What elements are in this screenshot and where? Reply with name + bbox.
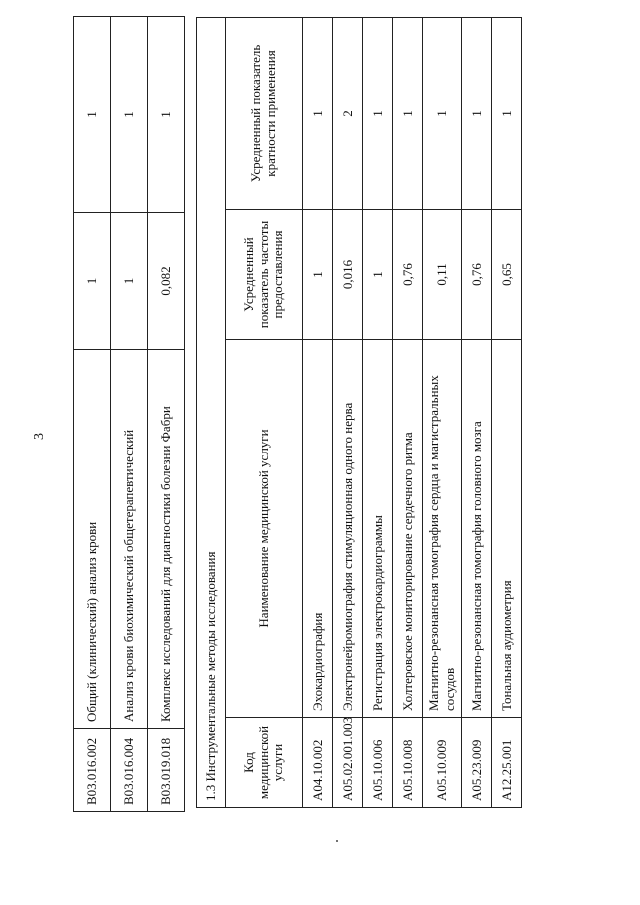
service-code: A05.02.001.003 bbox=[333, 718, 363, 808]
table-row bbox=[333, 17, 363, 807]
service-code: B03.016.002 bbox=[74, 729, 111, 812]
service-code: A05.23.009 bbox=[462, 718, 492, 808]
frequency-value: 1 bbox=[111, 213, 148, 350]
header-name: Наименование медицинской услуги bbox=[226, 340, 303, 718]
header-code: Код медицинской услуги bbox=[226, 718, 303, 808]
table-row bbox=[492, 17, 522, 807]
multiplicity-value: 1 bbox=[148, 17, 185, 213]
section-title-row bbox=[197, 17, 226, 807]
service-name: Комплекс исследований для диагностики болезни Фабри bbox=[148, 350, 185, 729]
header-frequency: Усредненный показатель частоты предоставления bbox=[226, 210, 303, 340]
service-name: Эхокардиография bbox=[303, 340, 333, 718]
frequency-value: 0,65 bbox=[492, 210, 522, 340]
service-name: Электронейромиография стимуляционная одного нерва bbox=[333, 340, 363, 718]
service-code: A04.10.002 bbox=[303, 718, 333, 808]
table-row bbox=[393, 17, 423, 807]
service-name: Общий (клинический) анализ крови bbox=[74, 350, 111, 729]
page-number: 3 bbox=[32, 433, 47, 440]
service-name: Анализ крови биохимический общетерапевтический bbox=[111, 350, 148, 729]
multiplicity-value: 1 bbox=[492, 17, 522, 209]
multiplicity-value: 2 bbox=[333, 17, 363, 209]
frequency-value: 1 bbox=[363, 210, 393, 340]
table-row bbox=[423, 17, 462, 807]
service-name: Магнитно-резонансная томография сердца и магистральных сосудов bbox=[423, 340, 462, 718]
table-row bbox=[303, 17, 333, 807]
frequency-value: 0,76 bbox=[462, 210, 492, 340]
table-row bbox=[74, 17, 111, 812]
table-row bbox=[111, 17, 148, 812]
multiplicity-value: 1 bbox=[462, 17, 492, 209]
frequency-value: 1 bbox=[74, 213, 111, 350]
header-multiplicity: Усредненный показатель кратности применения bbox=[226, 17, 303, 209]
frequency-value: 0,082 bbox=[148, 213, 185, 350]
frequency-value: 0,11 bbox=[423, 210, 462, 340]
multiplicity-value: 1 bbox=[303, 17, 333, 209]
multiplicity-value: 1 bbox=[111, 17, 148, 213]
service-code: B03.019.018 bbox=[148, 729, 185, 812]
service-name: Магнитно-резонансная томография головного мозга bbox=[462, 340, 492, 718]
frequency-value: 0,76 bbox=[393, 210, 423, 340]
service-code: A05.10.008 bbox=[393, 718, 423, 808]
table-header-row bbox=[226, 17, 303, 807]
scan-speck bbox=[336, 840, 338, 842]
service-code: A12.25.001 bbox=[492, 718, 522, 808]
services-table-instrumental bbox=[196, 17, 522, 808]
service-code: A05.10.009 bbox=[423, 718, 462, 808]
frequency-value: 0,016 bbox=[333, 210, 363, 340]
multiplicity-value: 1 bbox=[363, 17, 393, 209]
service-name: Тональная аудиометрия bbox=[492, 340, 522, 718]
service-code: B03.016.004 bbox=[111, 729, 148, 812]
service-name: Регистрация электрокардиограммы bbox=[363, 340, 393, 718]
services-table-lab bbox=[73, 16, 185, 812]
multiplicity-value: 1 bbox=[393, 17, 423, 209]
service-code: A05.10.006 bbox=[363, 718, 393, 808]
multiplicity-value: 1 bbox=[74, 17, 111, 213]
table-row bbox=[462, 17, 492, 807]
service-name: Холтеровское мониторирование сердечного ритма bbox=[393, 340, 423, 718]
section-title: 1.3 Инструментальные методы исследования bbox=[197, 17, 226, 807]
multiplicity-value: 1 bbox=[423, 17, 462, 209]
table-row bbox=[148, 17, 185, 812]
table-row bbox=[363, 17, 393, 807]
frequency-value: 1 bbox=[303, 210, 333, 340]
